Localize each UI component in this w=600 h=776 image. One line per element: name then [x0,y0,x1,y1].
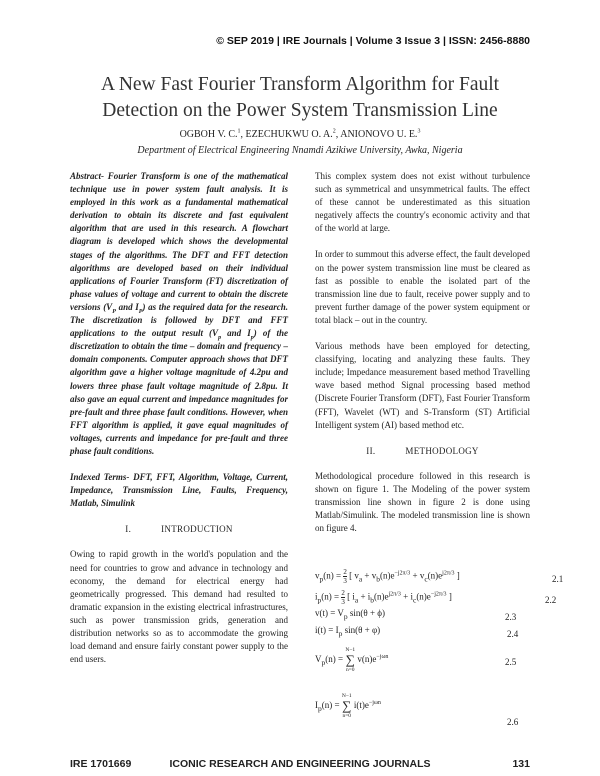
eq-sub: p [317,595,322,605]
paragraph: This complex system does not exist without turbulence such as symmetrical and unsymmetrical faults. The effect of these cannot be underestimated as this situation negatively affects the country's economic activity and that of the world at large. [315,171,530,234]
eq-fraction [341,589,345,606]
eq-sub: c [412,595,417,605]
eq-text: ] [446,591,452,602]
eq-text: + v [410,570,425,581]
eq-text: (n) = [323,570,344,581]
eq-text: (n)e [427,570,443,581]
journal-header: © SEP 2019 | IRE Journals | Volume 3 Issue 3 | ISSN: 2456-8880 [216,35,530,47]
author-affil-mark: 1 [237,128,241,135]
eq-symbol: v [315,570,320,581]
eq-sub: p [338,628,343,638]
equation-2-5 [315,646,388,674]
sigma-icon: ∑ [345,652,355,667]
section-number: I. [125,524,132,535]
title-line-2: Detection on the Power System Transmission Line [102,100,498,121]
eq-text: i(t)e [353,700,369,711]
abstract-text: and I [115,301,139,312]
eq-text: v(n)e [357,654,377,665]
equation-number: 2.3 [505,612,517,622]
author-separator: , [335,129,341,140]
title-line-1: A New Fast Fourier Transform Algorithm for Fault [100,74,500,95]
eq-sub: p [343,611,348,621]
equation-2-4 [315,625,381,638]
equation-2-3 [315,608,386,621]
author-affil-mark: 2 [332,128,336,135]
eq-sum-lower: n=0 [342,713,352,719]
eq-symbol: I [315,700,318,711]
section-heading-introduction [70,523,288,536]
eq-sum-upper: N−1 [345,647,356,653]
equation-number: 2.1 [552,574,564,584]
eq-symbol: i [315,591,318,602]
abstract-subscript: p [250,334,254,341]
abstract-text: ) as the required data for the research. The discretization is followed by DFT and FFT applications to the output result (V [70,301,288,339]
abstract-subscript: p [218,334,222,341]
section-title: METHODOLOGY [405,445,479,456]
abstract-subscript: P [138,308,143,315]
eq-text: ] [454,570,460,581]
section-number: II. [366,445,376,456]
eq-fraction [343,568,347,585]
paper-title [40,72,560,124]
index-terms: Indexed Terms- DFT, FFT, Algorithm, Voltage, Current, Impedance, Transmission Line, Faults, Frequency, Matlab, Simulink [70,472,288,509]
equation-number: 2.2 [545,595,557,605]
eq-sub: a [358,574,363,584]
left-column [70,170,288,679]
eq-text: sin(θ + ϕ) [347,608,386,618]
equation-2-6 [315,692,381,720]
eq-numerator: 2 [341,589,345,597]
eq-sum-lower: n=0 [345,667,355,673]
eq-sub: b [370,595,375,605]
eq-sub: p [318,703,322,713]
equation-2-2 [315,589,452,606]
eq-exp: j2π/3 [388,591,401,598]
eq-text: (n) = [321,700,342,711]
paragraph: Methodological procedure followed in this research is shown on figure 1. The Modeling of the power system transmission line shown in figure 2 is done using Matlab/Simulink. The modeled transmission line is shown on figure 4. [315,470,530,534]
eq-text: (n)e [416,591,431,602]
eq-summation [342,692,352,720]
intro-paragraph: Owing to rapid growth in the world's population and the need for countries to grow and advance in technology and economy, the demand for electrical energy had geometrically progressed. This demand had resulted to dramatic expansion in the existing electrical infrastructures, such as power transmission grids, generation and distribution networks so as to accommodate the growing load demand and ensure fairly constant power supply to the end users. [70,549,288,665]
journal-name: ICONIC RESEARCH AND ENGINEERING JOURNALS [169,758,431,770]
abstract-subscript: P [112,308,116,315]
eq-exp: −jωn [376,654,389,661]
right-column [315,170,530,548]
eq-exp: −j2π/3 [430,591,447,598]
author-name: EZECHUKWU O. A. [245,129,333,140]
author-separator: , [240,129,246,140]
paragraph: Various methods have been employed for detecting, classifying, locating and analyzing these faults. They include; Impedance measurement based method Travelling wave based method Signal processing based method (Discrete Fourier Transform (DFT), Fast Fourier Transform (FFT), Wavelet (WT) and S-Transform (ST) Artificial Intelligent system (AI) based method etc. [315,341,530,430]
eq-text: + i [400,591,413,602]
eq-text: i(t) = I [315,625,339,635]
eq-text: [ v [349,570,359,581]
eq-text: [ i [347,591,355,602]
eq-text: (n) = [321,591,342,602]
eq-exp: −j2π/3 [394,570,411,577]
eq-text: (n) = [325,654,346,665]
paragraph: In order to summout this adverse effect, the fault developed on the power system transmission line must be cleared as fast as possible to enable the isolated part of the transmission line due to fault, receive power supply and to prevent further damage of the power system equipment or total black – out in the country. [315,249,530,325]
eq-symbol: V [315,654,322,665]
abstract-text: ) of the discretization to obtain the time – domain and frequency – domain components. Computer approach shows that DFT algorithm gave a higher voltage magnitude of 4.2pu and lowers three phase fault voltage magnitude of 2.8pu. It also gave an equal current and impedance magnitudes for pre-fault and three phase fault conditions. However, when FFT algorithm is applied, it gave equal magnitudes of voltages, currents and impedance for pre-fault and three phase fault conditions. [70,328,289,456]
equation-number: 2.4 [507,629,519,639]
eq-numerator: 2 [343,568,347,576]
eq-sub: p [319,574,324,584]
eq-exp: j2π/3 [442,570,455,577]
paper-id: IRE 1701669 [70,758,132,770]
equation-number: 2.5 [505,657,517,667]
abstract [70,170,288,458]
abstract-text: Abstract- Fourier Transform is one of the mathematical technique use in power system fault analysis. It is employed in this work as a fundamental mathematical derivation to obtain its discrete and fast equivalent algorithm that are used in this research. A flowchart diagram is developed which shows the developmental stages of the algorithms. The DFT and FFT detection algorithms are developed based on their individual applications of Fourier Transform (FT) discretization of phase values of voltage and current to obtain the discrete versions (V [70,171,288,312]
abstract-text: and I [221,328,251,339]
eq-text: (n)e [374,591,389,602]
section-title: INTRODUCTION [161,524,233,535]
eq-sub: p [321,657,326,667]
equation-block [315,562,585,752]
author-affil-mark: 3 [417,128,421,135]
eq-text: + i [358,591,371,602]
eq-text: sin(θ + φ) [342,625,381,635]
sigma-icon: ∑ [342,698,352,713]
affiliation: Department of Electrical Engineering Nnamdi Azikiwe University, Awka, Nigeria [137,145,463,156]
equation-2-1 [315,568,460,585]
eq-text: (n)e [380,570,395,581]
author-name: OGBOH V. C. [179,129,238,140]
eq-text: v(t) = V [315,608,344,618]
eq-sub: b [376,574,380,584]
author-name: ANIONOVO U. E. [340,129,418,140]
author-list [40,129,560,140]
page-number: 131 [512,758,530,770]
section-heading-methodology [315,445,530,458]
eq-sum-upper: N−1 [341,693,352,699]
eq-sub: c [424,574,428,584]
equation-number: 2.6 [507,717,519,727]
eq-exp: −jωn [368,700,381,707]
eq-summation [345,646,355,674]
eq-denominator: 3 [341,598,345,606]
eq-denominator: 3 [343,577,347,585]
eq-text: + v [362,570,377,581]
eq-sub: a [354,595,359,605]
